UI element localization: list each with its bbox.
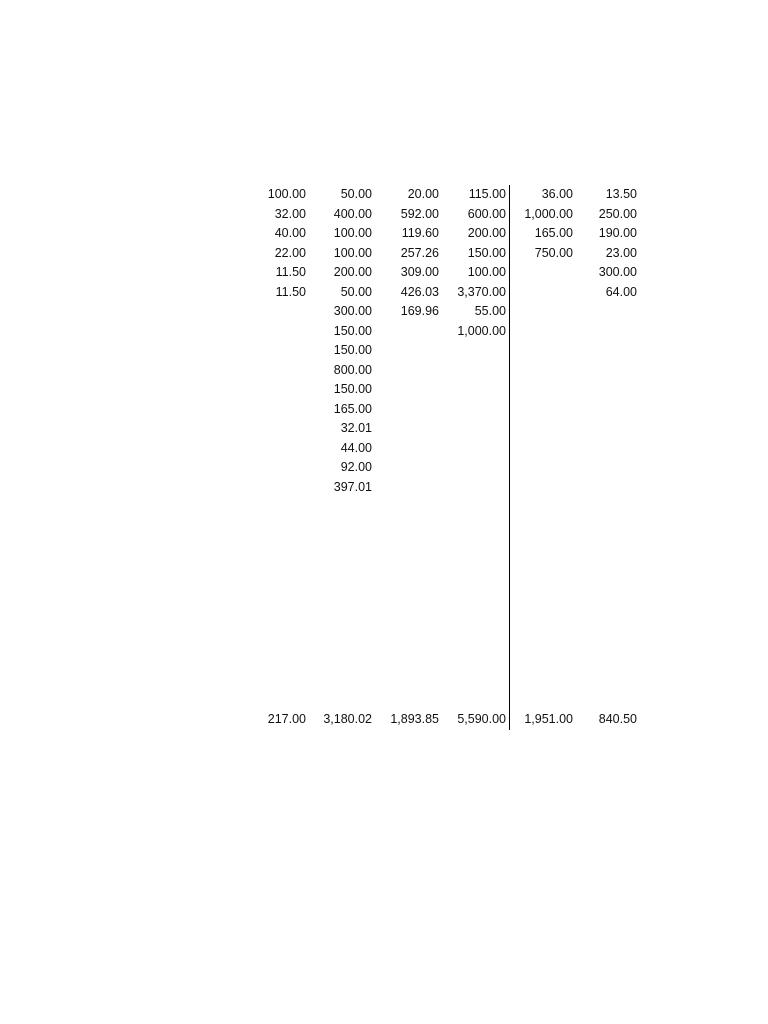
cell: 115.00 [468,187,506,201]
cell: 250.00 [598,206,637,221]
column-6 [567,185,637,302]
cell: 750.00 [534,245,573,260]
cell: 3,370.00 [457,284,506,299]
cell: 150.00 [333,382,372,396]
cell: 165.00 [534,226,573,240]
cell: 150.00 [333,343,372,357]
total-cell: 1,893.85 [390,712,439,726]
cell: 50.00 [340,187,372,201]
cell: 150.00 [467,245,506,260]
cell: 40.00 [274,226,306,240]
column-3 [369,185,439,322]
cell: 100.00 [267,187,306,201]
cell: 36.00 [541,187,573,201]
total-cell: 217.00 [267,712,306,726]
cell: 592.00 [400,206,439,221]
cell: 1,000.00 [457,323,506,338]
cell: 1,000.00 [524,206,573,221]
cell: 11.50 [275,265,306,279]
column-1 [236,185,306,302]
cell: 800.00 [333,362,372,377]
cell: 100.00 [333,226,372,240]
total-cell: 5,590.00 [457,712,506,726]
total-cell: 3,180.02 [323,712,372,726]
cell: 200.00 [333,265,372,279]
cell: 600.00 [467,206,506,221]
cell: 300.00 [598,265,637,279]
cell: 32.01 [340,421,372,435]
cell: 300.00 [333,304,372,318]
column-4 [436,185,506,341]
column-2 [302,185,372,497]
cell: 400.00 [333,206,372,221]
cell: 92.00 [340,460,372,474]
cell: 50.00 [340,284,372,299]
total-cell: 840.50 [598,712,637,726]
cell: 309.00 [400,265,439,279]
column-5 [503,185,573,263]
cell: 257.26 [400,245,439,260]
cell: 64.00 [605,284,637,299]
cell: 119.60 [401,226,439,240]
total-cell: 1,951.00 [524,712,573,726]
cell: 397.01 [333,479,372,494]
cell: 13.50 [605,187,637,201]
cell: 22.00 [274,245,306,260]
cell: 32.00 [274,206,306,221]
cell: 44.00 [340,440,372,455]
cell: 55.00 [474,304,506,318]
cell: 165.00 [333,401,372,416]
cell: 23.00 [605,245,637,260]
cell: 150.00 [333,323,372,338]
cell: 200.00 [467,226,506,240]
cell: 190.00 [598,226,637,240]
column-divider [509,185,510,730]
cell: 11.50 [275,284,306,299]
cell: 100.00 [333,245,372,260]
cell: 169.96 [400,304,439,318]
cell: 100.00 [467,265,506,279]
cell: 426.03 [400,284,439,299]
cell: 20.00 [407,187,439,201]
